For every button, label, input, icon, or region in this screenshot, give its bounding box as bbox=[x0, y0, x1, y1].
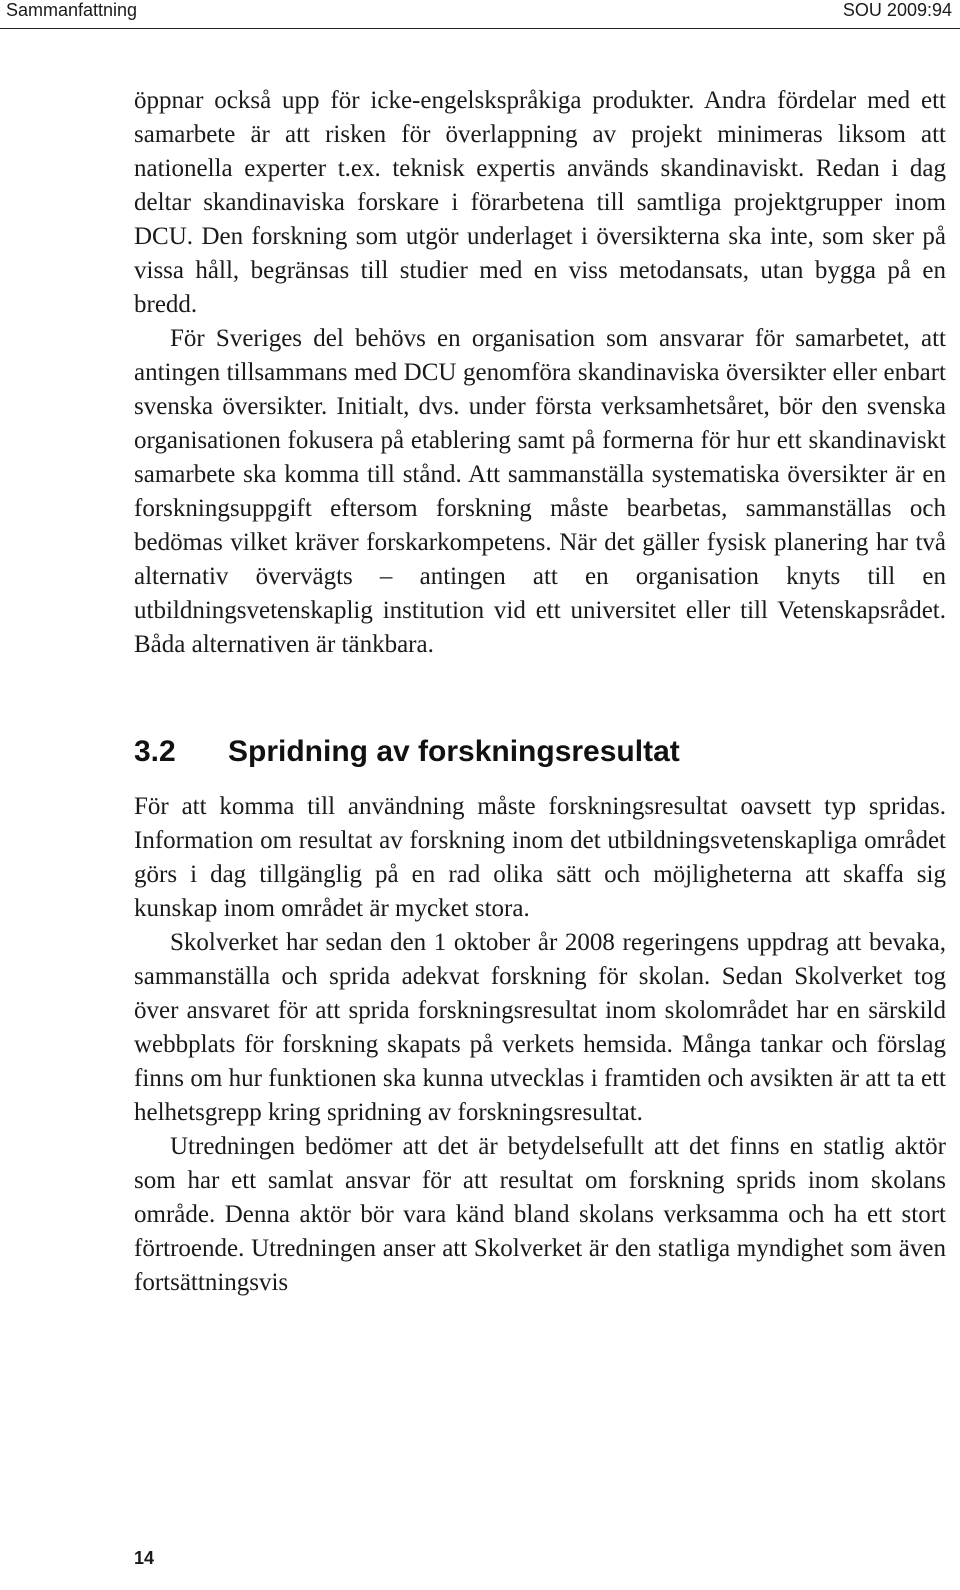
page-number: 14 bbox=[134, 1548, 155, 1568]
running-head bbox=[0, 0, 960, 24]
section-number: 3.2 bbox=[134, 735, 176, 768]
paragraph: För Sveriges del behövs en organisation som ansvarar för samarbetet, att antingen tillsammans med DCU genomföra skandinaviska översikter eller enbart svenska översikter. Initialt, dvs. under första verksamhetsåret, bör den svenska organisationen fokusera på etablering samt på formerna för hur ett skandinaviskt samarbete ska komma till stånd. Att sammanställa systematiska översikter är en forskningsuppgift eftersom forskning måste bearbetas, sammanställas och bedömas vilket kräver forskarkompetens. När det gäller fysisk planering har två alternativ övervägts – antingen att en organisation knyts till en utbildningsvetenskaplig institution vid ett universitet eller till Vetenskapsrådet. Båda alternativen är tänkbara. bbox=[134, 325, 946, 658]
paragraph: Utredningen bedömer att det är betydelsefullt att det finns en statlig aktör som har ett samlat ansvar för att resultat om forskning sprids inom skolans område. Denna aktör bör vara känd bland skolans verksamma och ha ett stort förtroende. Utredningen anser att Skolverket är den statliga myndighet som även fortsättningsvis bbox=[134, 1133, 946, 1296]
body-text bbox=[134, 84, 946, 1300]
section-heading bbox=[134, 732, 946, 772]
running-head-section: Sammanfattning bbox=[6, 0, 138, 20]
running-head-report-id: SOU 2009:94 bbox=[842, 0, 952, 20]
section-title: Spridning av forskningsresultat bbox=[228, 735, 680, 768]
header-rule bbox=[0, 28, 960, 29]
paragraph: öppnar också upp för icke-engelskspråkiga produkter. Andra fördelar med ett samarbete är att risken för överlappning av projekt minimeras liksom att nationella experter t.ex. teknisk expertis används skandinaviskt. Redan i dag deltar skandinaviska forskare i förarbetena till samtliga projektgrupper inom DCU. Den forskning som utgör underlaget i översikterna ska inte, som sker på vissa håll, begränsas till studier med en viss metodansats, utan bygga på en bredd. bbox=[134, 87, 946, 318]
paragraph: För att komma till användning måste forskningsresultat oavsett typ spridas. Information om resultat av forskning inom det utbildningsvetenskapliga området görs i dag tillgänglig på en rad olika sätt och möjligheterna att skaffa sig kunskap inom området är mycket stora. bbox=[134, 793, 946, 922]
paragraph: Skolverket har sedan den 1 oktober år 2008 regeringens uppdrag att bevaka, sammanställa och sprida adekvat forskning för skolan. Sedan Skolverket tog över ansvaret för att sprida forskningsresultat inom skolområdet har en särskild webbplats för forskning skapats på verkets hemsida. Många tankar och förslag finns om hur funktionen ska kunna utvecklas i framtiden och avsikten är att ta ett helhetsgrepp kring spridning av forskningsresultat. bbox=[134, 929, 946, 1126]
